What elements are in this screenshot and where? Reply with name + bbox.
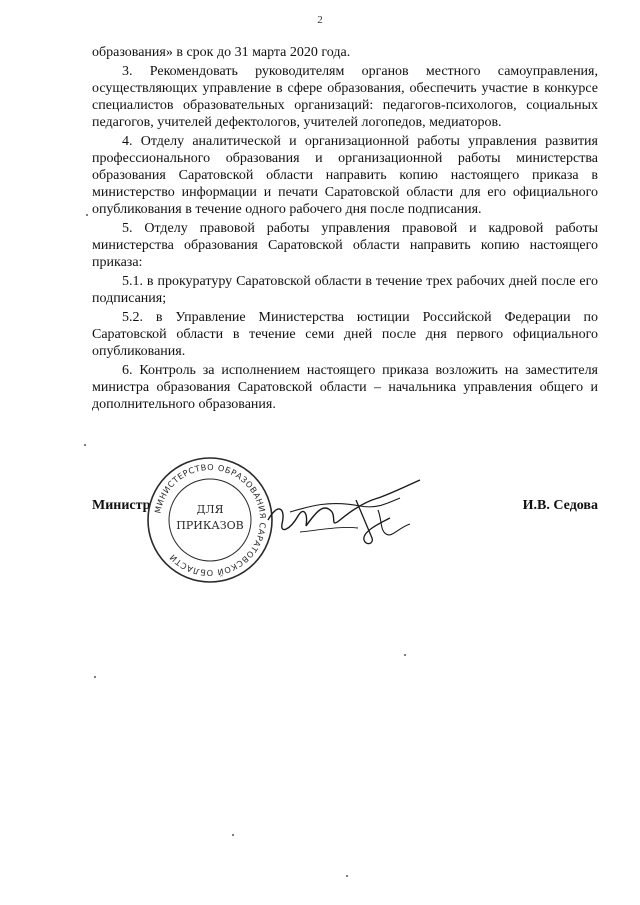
position-title: Министр bbox=[92, 498, 151, 513]
scan-speck bbox=[86, 214, 88, 216]
paragraph-3: 3. Рекомендовать руководителям органов местного самоуправления, осуществляющих управление в сфере образования, обеспечить участие в конкурсе специалистов образовательных организаций: педагогов-психологов, социальных педагогов, учителей дефектологов, учителей логопедов, медиаторов. bbox=[92, 64, 598, 130]
scan-speck bbox=[346, 875, 348, 877]
paragraph-5-2: 5.2. в Управление Министерства юстиции Российской Федерации по Саратовской области в течение семи дней после дня первого официального опубликования. bbox=[92, 310, 598, 359]
paragraph-5: 5. Отделу правовой работы управления правовой и кадровой работы министерства образования Саратовской области направить копию настоящего приказа: bbox=[92, 221, 598, 270]
signer-name: И.В. Седова bbox=[522, 498, 598, 513]
paragraph-4: 4. Отделу аналитической и организационной работы управления развития профессионального образования и организационной работы министерства образования Саратовской области направить копию настоящего приказа в министерство информации и печати Саратовской области для его официального опубликования в течение одного рабочего дня после подписания. bbox=[92, 134, 598, 217]
scan-speck bbox=[232, 834, 234, 836]
paragraph-5-1: 5.1. в прокуратуру Саратовской области в течение трех рабочих дней после его подписания; bbox=[92, 274, 598, 306]
official-seal bbox=[145, 455, 275, 585]
paragraph-6: 6. Контроль за исполнением настоящего приказа возложить на заместителя министра образования Саратовской области – начальника управления общего и дополнительного образования. bbox=[92, 363, 598, 412]
seal-center-line-1: ДЛЯ bbox=[196, 503, 224, 516]
paragraph-continuation: образования» в срок до 31 марта 2020 года. bbox=[92, 45, 351, 60]
scan-speck bbox=[84, 444, 86, 446]
seal-center-line-2: ПРИКАЗОВ bbox=[176, 519, 244, 532]
seal-ring-text: МИНИСТЕРСТВО ОБРАЗОВАНИЯ САРАТОВСКОЙ ОБЛАСТИ bbox=[152, 461, 269, 579]
scan-speck bbox=[94, 676, 96, 678]
page-number: 2 bbox=[317, 14, 323, 26]
handwritten-signature bbox=[260, 472, 430, 552]
scan-speck bbox=[404, 654, 406, 656]
document-body bbox=[92, 44, 598, 415]
